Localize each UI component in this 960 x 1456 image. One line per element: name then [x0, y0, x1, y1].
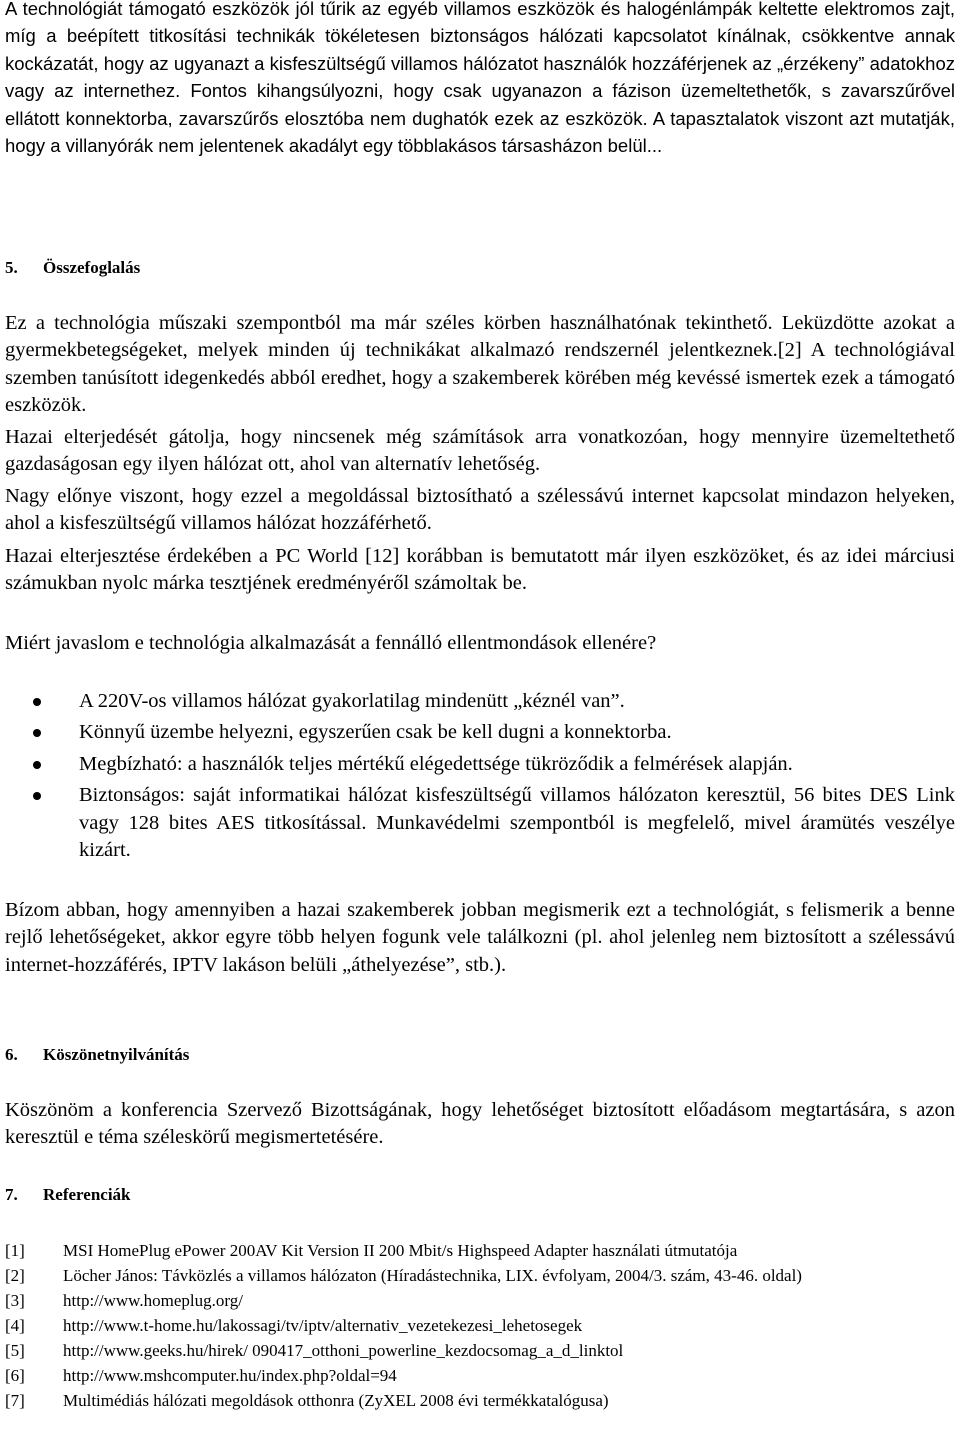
reference-list	[5, 1238, 955, 1413]
reference-item: [5] http://www.geeks.hu/hirek/ 090417_otthoni_powerline_kezdocsomag_a_d_linktol	[5, 1341, 624, 1360]
reference-item: [6] http://www.mshcomputer.hu/index.php?oldal=94	[5, 1366, 397, 1385]
section-6-body: Köszönöm a konferencia Szervező Bizottságának, hogy lehetőséget biztosított előadásom megtartására, s azon keresztül e téma széleskörű megismertetésére.	[5, 1099, 955, 1149]
bullet-dot-icon	[33, 698, 41, 706]
list-item: Könnyű üzembe helyezni, egyszerűen csak be kell dugni a konnektorba.	[5, 719, 955, 746]
list-item: Biztonságos: saját informatikai hálózat kisfeszültségű villamos hálózaton keresztül, 56 bites DES Link vagy 128 bites AES titkosítással. Munkavédelmi szempontból is megfelelő, mivel áramütés veszélye kizárt.	[5, 782, 955, 864]
advantages-list	[5, 688, 955, 868]
list-item: A 220V-os villamos hálózat gyakorlatilag mindenütt „kéznél van”.	[5, 688, 955, 715]
reference-item: [4] http://www.t-home.hu/lakossagi/tv/iptv/alternativ_vezetekezesi_lehetosegek	[5, 1316, 583, 1335]
section-5-paragraph-4: Hazai elterjesztése érdekében a PC World [12] korábban is bemutatott már ilyen eszközöket, és az idei márciusi számukban nyolc márka tesztjének eredményéről számoltak be.	[5, 545, 955, 595]
reference-item: [7] Multimédiás hálózati megoldások otthonra (ZyXEL 2008 évi termékkatalógusa)	[5, 1391, 609, 1410]
intro-paragraph: A technológiát támogató eszközök jól tűrik az egyéb villamos eszközök és halogénlámpák keltette elektromos zajt, míg a beépített titkosítási technikák tökéletesen biztonságos hálózati kapcsolatot kínálnak, csökkentve annak kockázatát, hogy az ugyanazt a kisfeszültségű villamos hálózatot használók hozzáférjenek az „érzékeny” adatokhoz vagy az internethez. Fontos kihangsúlyozni, hogy csak ugyanazon a fázison üzemeltethetők, s zavarszűrővel ellátott konnektorba, zavarszűrős elosztóba nem dughatók ezek az eszközök. A tapasztalatok viszont azt mutatják, hogy a villanyórák nem jelentenek akadályt egy többlakásos társasházon belül...	[5, 0, 955, 157]
section-7-number: 7.	[5, 1185, 18, 1204]
question-line: Miért javaslom e technológia alkalmazását a fennálló ellentmondások ellenére?	[5, 632, 657, 654]
section-6-heading	[5, 1045, 955, 1065]
section-5-paragraph-3: Nagy előnye viszont, hogy ezzel a megoldással biztosítható a szélessávú internet kapcsolat mindazon helyeken, ahol a kisfeszültségű villamos hálózat hozzáférhető.	[5, 485, 955, 535]
section-6-title: Köszönetnyilvánítás	[43, 1045, 190, 1064]
section-7-heading	[5, 1185, 955, 1205]
reference-item: [1] MSI HomePlug ePower 200AV Kit Version II 200 Mbit/s Highspeed Adapter használati útmutatója	[5, 1241, 738, 1260]
bullet-dot-icon	[33, 792, 41, 800]
section-5-title: Összefoglalás	[43, 258, 141, 277]
section-6-number: 6.	[5, 1045, 18, 1064]
list-item: Megbízható: a használók teljes mértékű elégedettsége tükröződik a felmérések alapján.	[5, 751, 955, 778]
reference-item: [3] http://www.homeplug.org/	[5, 1291, 243, 1310]
section-7-title: Referenciák	[43, 1185, 131, 1204]
reference-item: [2] Löcher János: Távközlés a villamos hálózaton (Híradástechnika, LIX. évfolyam, 2004/3. szám, 43-46. oldal)	[5, 1266, 802, 1285]
closing-paragraph: Bízom abban, hogy amennyiben a hazai szakemberek jobban megismerik ezt a technológiát, s felismerik a benne rejlő lehetőségeket, akkor egyre több helyen fogunk vele találkozni (pl. ahol jelenleg nem biztosított a szélessávú internet-hozzáférés, IPTV lakáson belüli „áthelyezése”, stb.).	[5, 899, 955, 976]
bullet-dot-icon	[33, 761, 41, 769]
section-5-body: Ez a technológia műszaki szempontból ma már széles körben használhatónak tekinthető. Leküzdötte azokat a gyermekbetegségeket, melyek minden új technikákat alkalmazó rendszernél jelentkeznek.[2] A technológiával szemben tanúsított idegenkedés abból eredhet, hogy a szakemberek körében még kevéssé ismertek ezek a támogató eszközök.	[5, 312, 955, 417]
section-5-heading	[5, 258, 955, 278]
section-5-number: 5.	[5, 258, 18, 277]
section-5-paragraph-2: Hazai elterjedését gátolja, hogy nincsenek még számítások arra vonatkozóan, hogy mennyire üzemeltethető gazdaságosan egy ilyen hálózat ott, ahol van alternatív lehetőség.	[5, 426, 955, 476]
bullet-dot-icon	[33, 729, 41, 737]
